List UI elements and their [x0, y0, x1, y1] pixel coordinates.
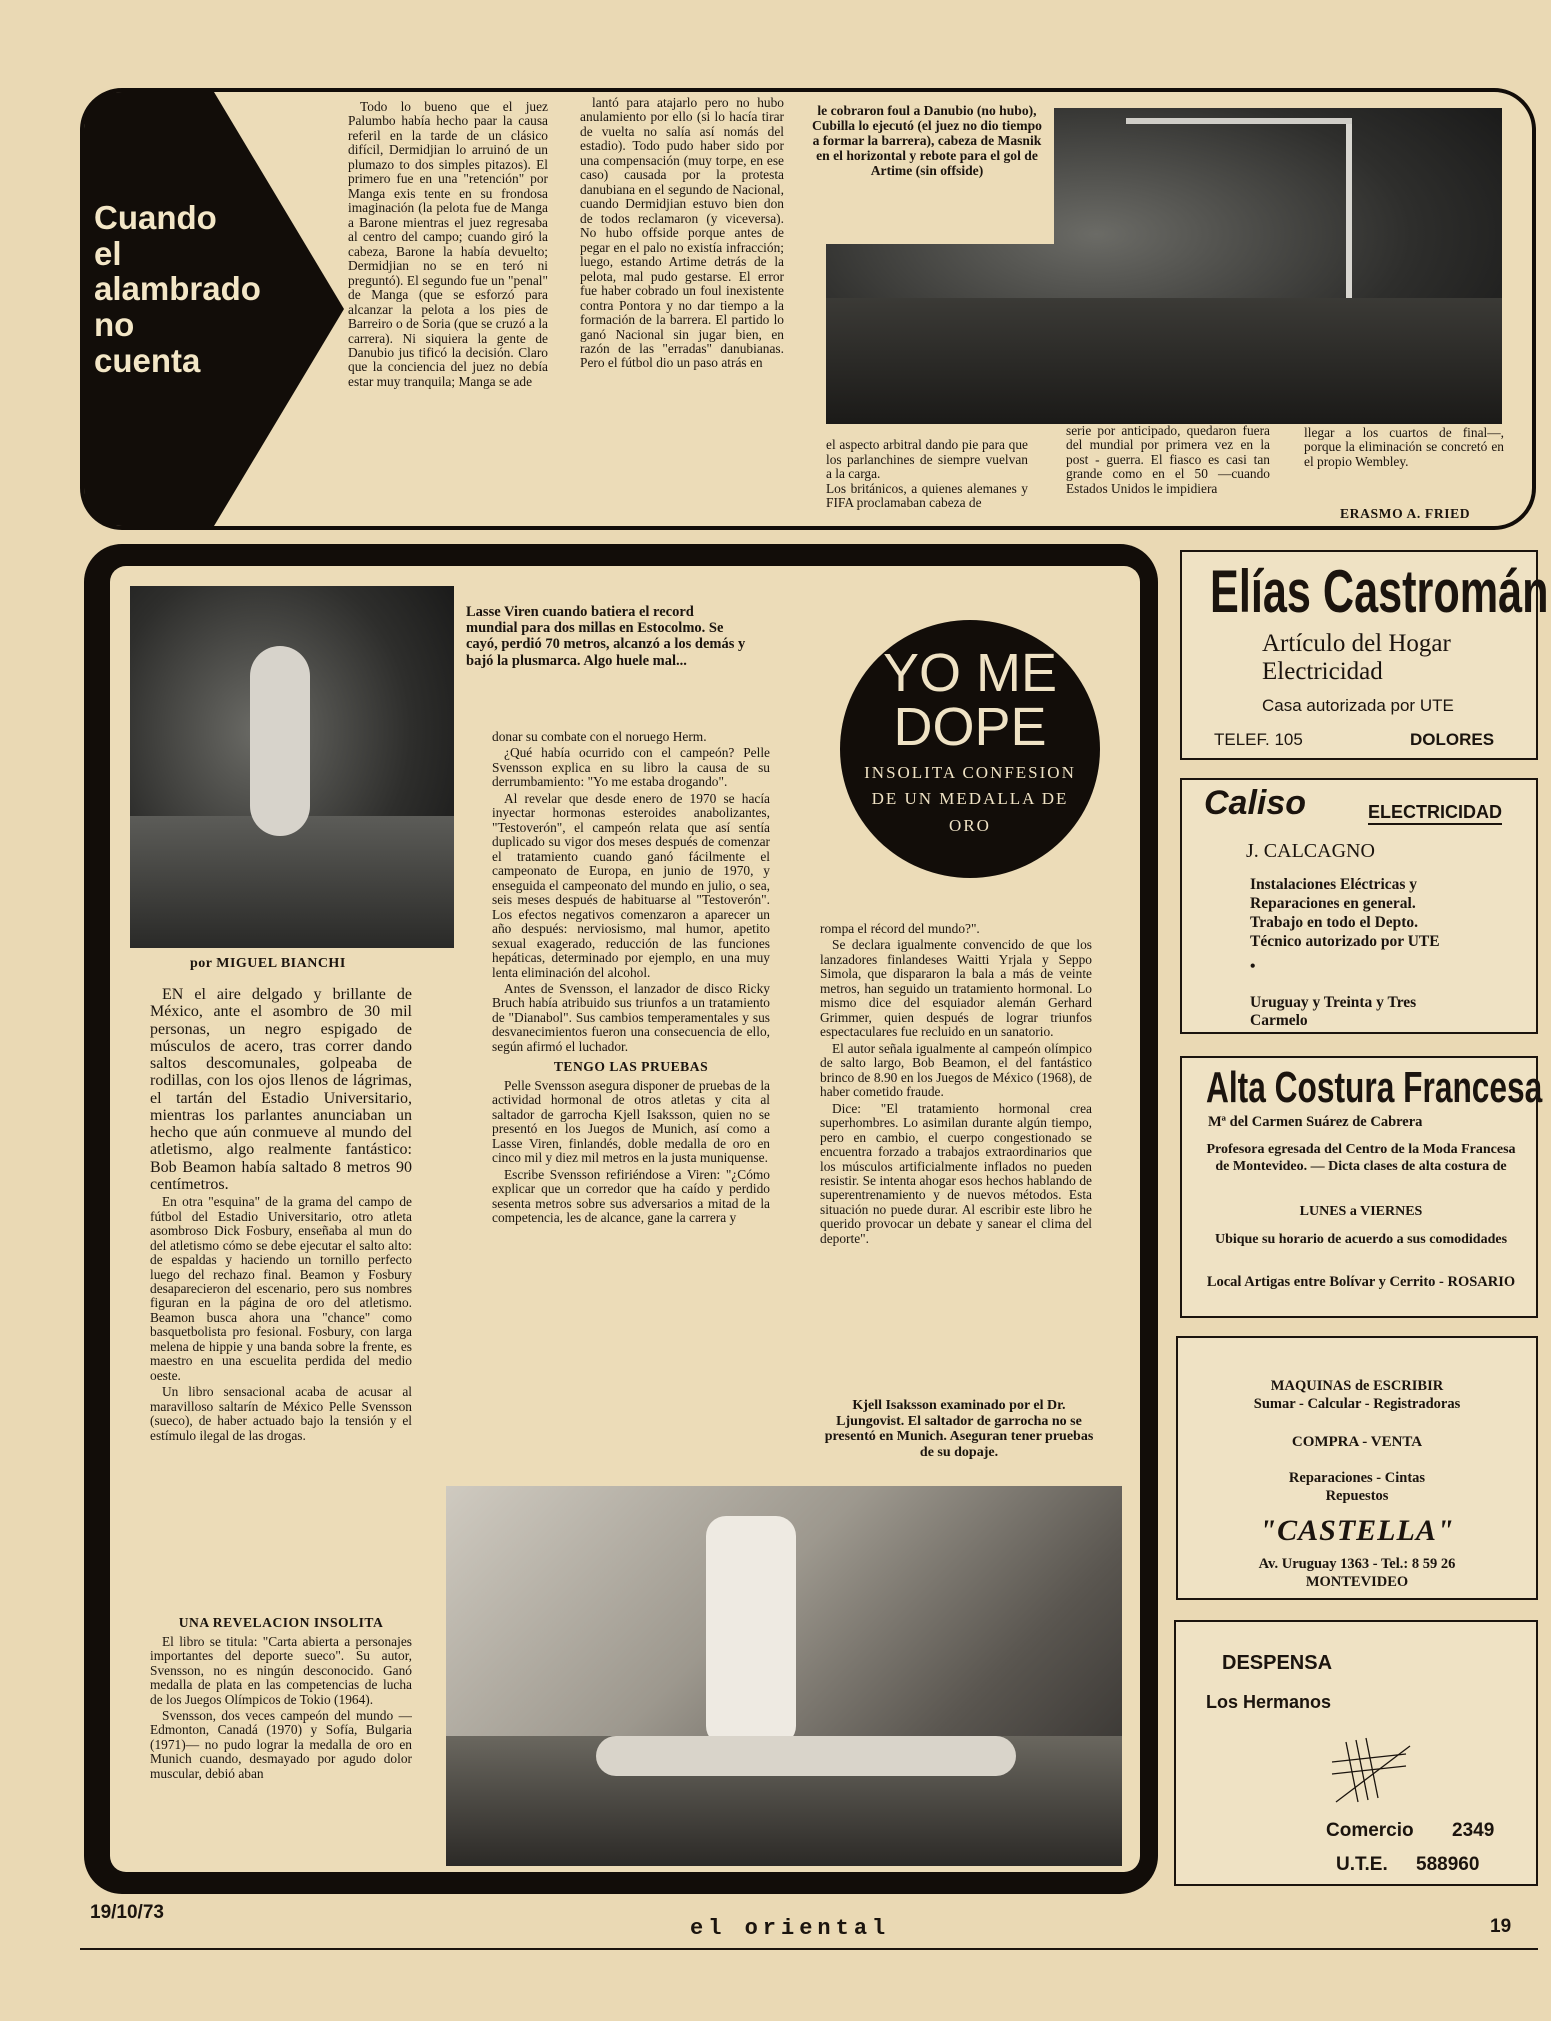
ad-costura-local: Local Artigas entre Bolívar y Cerrito - ROSARIO	[1206, 1274, 1516, 1290]
ad-caliso-brand: Caliso	[1204, 784, 1307, 822]
ad-caliso-address2: Carmelo	[1250, 1012, 1308, 1029]
ad-caliso	[1180, 778, 1538, 1034]
circle-subtitle: INSOLITA CONFESION DE UN MEDALLA DE ORO	[864, 763, 1076, 835]
ad-castroman-line1: Artículo del Hogar	[1262, 630, 1451, 657]
ad-caliso-category: ELECTRICIDAD	[1368, 802, 1502, 825]
ad-despensa-street: Comercio	[1326, 1820, 1414, 1841]
ad-castella-city: MONTEVIDEO	[1305, 1574, 1409, 1590]
footer-rule	[80, 1948, 1538, 1950]
circle-title: YO ME DOPE	[882, 643, 1058, 757]
hatch-logo-icon	[1326, 1732, 1416, 1812]
ad-castroman-tel: TELEF. 105	[1214, 730, 1303, 749]
headline-line: Cuando	[94, 199, 217, 236]
ad-despensa-ute-label: U.T.E.	[1336, 1854, 1388, 1875]
top-author: ERASMO A. FRIED	[1340, 506, 1471, 521]
ad-despensa-subtitle: Los Hermanos	[1206, 1692, 1332, 1712]
top-article-col1: Todo lo bueno que el juez Palumbo había hecho paar la causa referil en la tarde de un clásico difícil, Dermidjian lo arruinó de un plumazo to dos simples pitazos). El primero fue en una "retención" por Manga exis tente en su frondosa imaginación (la pelota fue de Manga a Barone mientras el juez regresaba al centro del campo; cuando giró la cabeza, Barone la había devuelto; Dermidjian no se en teró ni preguntó). El segundo fue un "penal" de Manga (que se esforzó para alcanzar la pelota a los pies de Barreiro o de Soria (que se cruzó a la carrera). Ni siquiera la gente de Danubio jus tificó la decisión. Claro que la conciencia del juez no debía estar muy tranquila; Manga se ade	[348, 100, 548, 389]
byline: por MIGUEL BIANCHI	[190, 956, 346, 971]
footer-paper-name: el oriental	[690, 1916, 891, 1941]
top-article-col2: lantó para atajarlo pero no hubo anulamiento por ello (si lo hacía tirar de vuelta no salía así nomás del estadio). Todo pudo haber sido por una compensación (muy torpe, en ese caso) causada por la protesta danubiana en el segundo de Nacional, cuando Dermidjian estuvo bien don de todos reclamaron (y viceversa). No hubo offside porque antes de pegar en el palo no existía infracción; luego, estando Artime detrás de la pelota, mal pudo gestarse. El error fue haber cobrado un foul inexistente contra Pontora y no dar tiempo a la formación de la barrera. El partido lo ganó Nacional sin jugar bien, en razón de las "erradas" danubianas. Pero el fútbol dio un paso atrás en	[580, 96, 784, 371]
ad-costura-desc: Profesora egresada del Centro de la Moda Francesa de Montevideo. — Dicta clases de alta costura de	[1206, 1142, 1516, 1174]
ad-castella-line5: Repuestos	[1325, 1488, 1389, 1504]
headline-line: no	[94, 305, 135, 343]
main-col1: EN el aire delgado y brillante de México, ante el asombro de 30 mil personas, un negro espigado de músculos de acero, tras correr dando saltos descomunales, golpeaba de rodillas, con los ojos llenos de lágrimas, el tartán del Estadio Universitario, mientras los parlantes anunciaban un hecho que aún conmueve al mundo del atletismo, algo realmente fantástico: Bob Beamon había saltado 8 metros 90 centímetros. En otra "esquina" de la grama del campo de fútbol del Estadio Universitario, otro atleta asombroso Dick Fosbury, enseñaba al mun do del atletismo cómo se debe ejecutar el salto alto: de espaldas y haciendo un tornillo perfecto luego del rechazo final. Beamon y Fosbury desaparecieron del escenario, pero sus nombres figuran en la página de oro del atletismo. Beamon busca ahora una "chance" como basquetbolista pro fesional. Fosbury, con larga melena de hippie y una banda sobre la frente, es maestro en una escuelita perdida del medio oeste. Un libro sensacional acaba de acusar al maravilloso saltarín de México Pelle Svensson (sueco), de haber actuado bajo la tensión y el estímulo ilegal de las drogas.	[150, 986, 412, 1443]
headline-cuando	[94, 200, 334, 378]
ad-castroman	[1180, 550, 1549, 760]
ad-castella-line1: MAQUINAS de ESCRIBIR	[1270, 1378, 1444, 1394]
doctor-examination-photo	[446, 1486, 1122, 1866]
ad-costura-title: Alta Costura Francesa	[1206, 1063, 1543, 1112]
ad-castella-line4: Reparaciones - Cintas	[1288, 1470, 1426, 1486]
main-col1-lower: UNA REVELACION INSOLITA El libro se titula: "Carta abierta a personajes importantes del deporte sueco". Su autor, Svensson, no es ningún desconocido. Ganó medalla de plata en las competencias de lucha de los Juegos Olímpicos de Tokio (1964). Svensson, dos veces campeón del mundo —Edmonton, Canadá (1970) y Sofía, Bulgaria (1971)— no pudo lograr la medalla de oro en Munich cuando, desmayado por agudo dolor muscular, debió aban	[150, 1615, 412, 1781]
ad-despensa-number: 2349	[1452, 1820, 1495, 1841]
ad-castella	[1176, 1336, 1538, 1600]
headline-line: alambrado	[94, 270, 261, 308]
ad-castella-line2: Sumar - Calcular - Registradoras	[1253, 1396, 1461, 1412]
ad-costura-days: LUNES a VIERNES	[1299, 1204, 1423, 1219]
headline-line: el	[94, 234, 122, 272]
ad-caliso-address: Uruguay y Treinta y Tres	[1250, 994, 1417, 1011]
footer-date: 19/10/73	[90, 1902, 164, 1923]
ad-castroman-city: DOLORES	[1410, 730, 1495, 749]
ad-castroman-line2: Electricidad	[1262, 658, 1383, 685]
ad-castella-brand: "CASTELLA"	[1259, 1514, 1455, 1547]
footer-page-number: 19	[1490, 1916, 1512, 1937]
top-bottom-col1: el aspecto arbitral dando pie para que los parlanchines de siempre vuelvan a la carga. Los británicos, a quienes alemanes y FIFA proclamaban cabeza de	[826, 437, 1028, 511]
ad-castroman-line3: Casa autorizada por UTE	[1262, 696, 1454, 715]
ad-despensa-ute-number: 588960	[1416, 1854, 1480, 1875]
top-photo-caption: le cobraron foul a Danubio (no hubo), Cubilla lo ejecutó (el juez no dio tiempo a formar la barrera), cabeza de Masnik en el horizontal y rebote para el gol de Artime (sin offside)	[812, 103, 1042, 178]
headline-line: cuenta	[94, 341, 201, 379]
runner-caption: Lasse Viren cuando batiera el record mundial para dos millas en Estocolmo. Se cayó, perdió 70 metros, alcanzó a los demás y bajó la plusmarca. Algo huele mal...	[466, 604, 746, 669]
ad-caliso-services: Instalaciones Eléctricas y Reparaciones en general. Trabajo en todo el Depto. Técnico autorizado por UTE •	[1250, 876, 1440, 975]
runner-photo	[130, 586, 454, 948]
doctor-caption: Kjell Isaksson examinado por el Dr. Ljungovist. El saltador de garrocha no se presentó en Munich. Aseguran tener pruebas de su dopaje.	[824, 1398, 1094, 1461]
main-col3: rompa el récord del mundo?". Se declara igualmente convencido de que los lanzadores finlandeses Waitti Yrjala y Seppo Simola, que dispararon la bala a más de veinte metros, han seguido un tratamiento hormonal. Lo mismo dice del esquiador alemán Gerhard Grimmer, quien después de lograr triunfos espectaculares fue recluido en un sanatorio. El autor señala igualmente al campeón olímpico de salto largo, Bob Beamon, el del fantástico brinco de 8.90 en los Juegos de México (1968), de haber cometido fraude. Dice: "El tratamiento hormonal crea superhombres. Lo asimilan durante algún tiempo, pero en cambio, el cuerpo congestionado se encuentra forzado a trabajos extraordinarios que los músculos artificialmente inflados no pueden resistir. Se intenta ahogar esos hechos hablando de superentrenamiento y de nuevos métodos. Esta situación no puede durar. Al escribir este libro he querido provocar un debate y sanear el clima del deporte".	[820, 922, 1092, 1246]
ad-castella-address: Av. Uruguay 1363 - Tel.: 8 59 26	[1258, 1556, 1456, 1572]
ad-castroman-name: Elías Castromán	[1210, 558, 1549, 625]
main-col2: donar su combate con el noruego Herm. ¿Qué había ocurrido con el campeón? Pelle Svensson explica en su libro la causa de su derrumbamiento: "Yo me estaba drogando". Al revelar que desde enero de 1970 se hacía inyectar hormonas esteroides anabolizantes, "Testoverón", el campeón relata que así sentía duplicado su vigor dos meses después de comenzar el tratamiento cuando ganó fácilmente el campeonato de Europa, en junio de 1970, y enseguida el campeonato del mundo en julio, o sea, seis meses después de habituarse al "Testoverón". Los efectos negativos comenzaron a aparecer un año después: nerviosismo, mal humor, apetito sexual exagerado, reducción de las funciones hepáticas, determinado por ejemplo, en una muy lenta eliminación del alcohol. Antes de Svensson, el lanzador de disco Ricky Bruch había atribuido sus triunfos a un tratamiento de "Dianabol". Sus cambios temperamentales y sus desvanecimientos fueron una consecuencia de ello, según afirmó el luchador. TENGO LAS PRUEBAS Pelle Svensson asegura disponer de pruebas de la actividad hormonal de otros atletas y cita al saltador de garrocha Kjell Isaksson, quien no se presentó en los Juegos de Munich, así como a Lasse Viren, finlandés, doble medalla de oro en cinco mil y diez mil metros en la justa muniquense. Escribe Svensson refiriéndose a Viren: "¿Cómo explicar que un corredor que ha caído y perdido sesenta metros sobre sus adversarios a mitad de la competencia, les de alcance, gane la carrera y	[492, 730, 770, 1226]
ad-castella-line3: COMPRA - VENTA	[1291, 1434, 1423, 1450]
ad-costura-owner: Mª del Carmen Suárez de Cabrera	[1208, 1114, 1423, 1130]
ad-despensa-title: DESPENSA	[1222, 1652, 1333, 1674]
ad-alta-costura	[1180, 1056, 1543, 1318]
top-bottom-col2: serie por anticipado, quedaron fuera del mundial por primera vez en la post - guerra. El fiasco es casi tan grande como en el 50 —cuando Estados Unidos le impidiera	[1066, 424, 1270, 496]
top-bottom-col3: llegar a los cuartos de final—, porque la eliminación se concretó en el propio Wembley.	[1304, 426, 1504, 469]
ad-caliso-owner: J. CALCAGNO	[1246, 840, 1375, 862]
ad-despensa	[1174, 1620, 1538, 1886]
ad-costura-schedule: Ubique su horario de acuerdo a sus comodidades	[1214, 1232, 1508, 1247]
